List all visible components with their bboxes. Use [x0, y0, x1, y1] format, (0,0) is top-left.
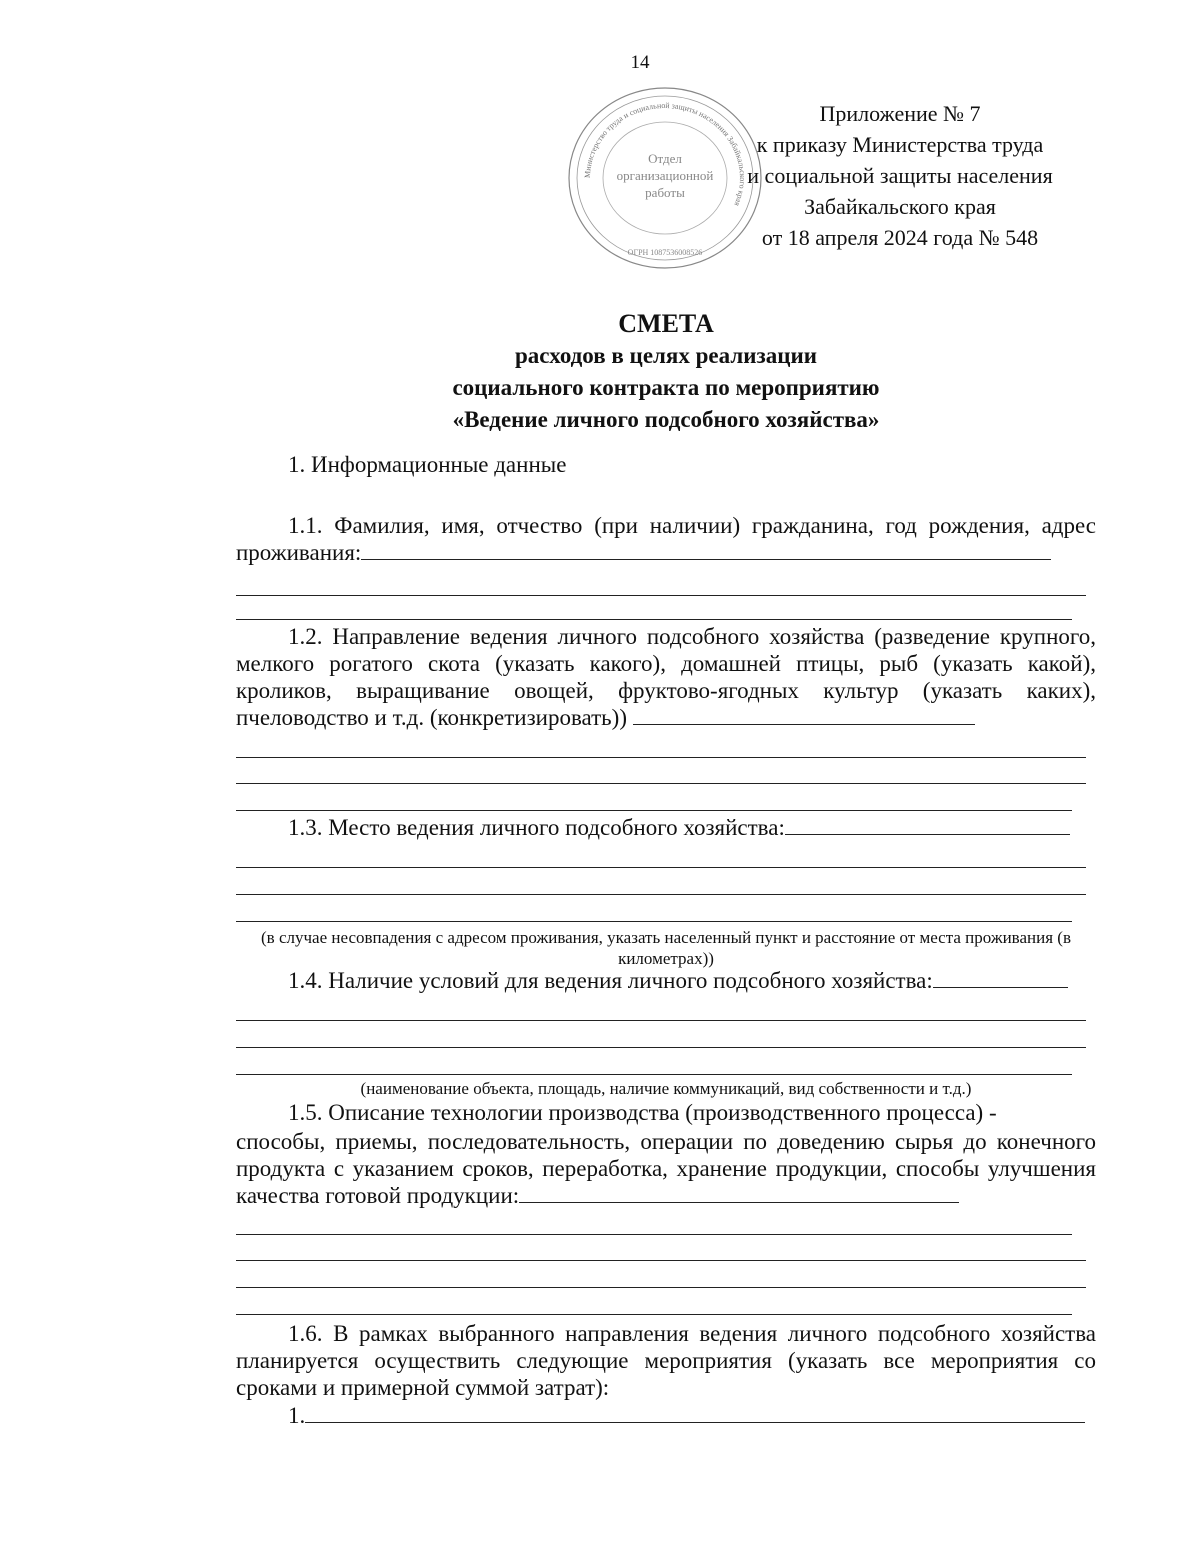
stamp-line-3: работы	[645, 185, 685, 200]
fill-line[interactable]	[236, 1287, 1086, 1288]
fill-line[interactable]	[236, 867, 1086, 868]
fill-line[interactable]	[236, 595, 1086, 596]
note-1-3: (в случае несовпадения с адресом проживания, указать населенный пункт и расстояние от места проживания (в километрах))	[261, 928, 1071, 968]
fill-line[interactable]	[785, 816, 1070, 835]
paragraph-1-4-text: 1.4. Наличие условий для ведения личного подсобного хозяйства:	[288, 968, 933, 993]
stamp-line-2: организационной	[616, 168, 714, 183]
paragraph-1-3	[236, 815, 1096, 841]
fill-line[interactable]	[236, 894, 1086, 895]
note-1-4: (наименование объекта, площадь, наличие коммуникаций, вид собственности и т.д.)	[360, 1079, 972, 1098]
page-number: 14	[630, 52, 650, 73]
paragraph-1-2-text: 1.2. Направление ведения личного подсобного хозяйства (разведение крупного, мелкого рогатого скота (указать какого), домашней птицы, рыб (указать какой), кроликов, выращивание овощей, фруктово-ягодных культур (указать каких), пчеловодство и т.д. (конкретизировать))	[236, 624, 1096, 730]
appendix-line-4: Забайкальского края	[804, 194, 996, 219]
title-line-1: СМЕТА	[618, 309, 714, 338]
paragraph-1-6: 1.6. В рамках выбранного направления ведения личного подсобного хозяйства планируется осуществить следующие мероприятия (указать все мероприятия со сроками и примерной суммой затрат):	[236, 1321, 1096, 1400]
list-item	[236, 1403, 1096, 1429]
paragraph-1-2	[236, 623, 1096, 731]
fill-line[interactable]	[633, 706, 975, 725]
stamp-ogrn: ОГРН 1087536008526	[627, 248, 703, 257]
title-line-4: «Ведение личного подсобного хозяйства»	[452, 407, 880, 432]
title-line-3: социального контракта по мероприятию	[452, 375, 880, 400]
fill-line[interactable]	[236, 1234, 1072, 1235]
section-heading: 1. Информационные данные	[288, 452, 567, 477]
fill-line[interactable]	[933, 969, 1068, 988]
fill-line[interactable]	[236, 1047, 1086, 1048]
paragraph-1-5-first: 1.5. Описание технологии производства (производственного процесса) -	[288, 1100, 997, 1125]
paragraph-1-1-text: 1.1. Фамилия, имя, отчество (при наличии) гражданина, год рождения, адрес проживания:	[236, 513, 1096, 565]
appendix-line-2: к приказу Министерства труда	[756, 132, 1044, 157]
fill-line[interactable]	[236, 1314, 1072, 1315]
stamp-ring-text: Министерство труда и социальной защиты населения Забайкальского края	[582, 100, 748, 208]
fill-line[interactable]	[305, 1404, 1085, 1423]
appendix-line-1: Приложение № 7	[819, 101, 981, 126]
appendix-line-5: от 18 апреля 2024 года № 548	[761, 225, 1039, 250]
fill-line[interactable]	[236, 619, 1072, 620]
fill-line[interactable]	[236, 810, 1072, 811]
fill-line[interactable]	[236, 1020, 1086, 1021]
stamp-line-1: Отдел	[648, 151, 682, 166]
paragraph-1-5	[236, 1128, 1096, 1209]
fill-line[interactable]	[236, 1260, 1086, 1261]
title-line-2: расходов в целях реализации	[515, 343, 817, 368]
appendix-line-3: и социальной защиты населения	[747, 163, 1053, 188]
paragraph-1-3-text: 1.3. Место ведения личного подсобного хозяйства:	[288, 815, 785, 840]
fill-line[interactable]	[519, 1184, 959, 1203]
fill-line[interactable]	[236, 921, 1072, 922]
fill-line[interactable]	[236, 757, 1086, 758]
paragraph-1-1	[236, 512, 1096, 566]
paragraph-1-4	[236, 968, 1096, 994]
appendix-block	[720, 98, 1080, 253]
fill-line[interactable]	[236, 783, 1086, 784]
fill-line[interactable]	[236, 1074, 1072, 1075]
item-1-number: 1.	[288, 1403, 306, 1428]
paragraph-1-5-text: способы, приемы, последовательность, операции по доведению сырья до конечного продукта с указанием сроков, переработка, хранение продукции, способы улучшения качества готовой продукции:	[236, 1129, 1096, 1208]
fill-line[interactable]	[361, 541, 1051, 560]
document-title	[236, 308, 1096, 436]
